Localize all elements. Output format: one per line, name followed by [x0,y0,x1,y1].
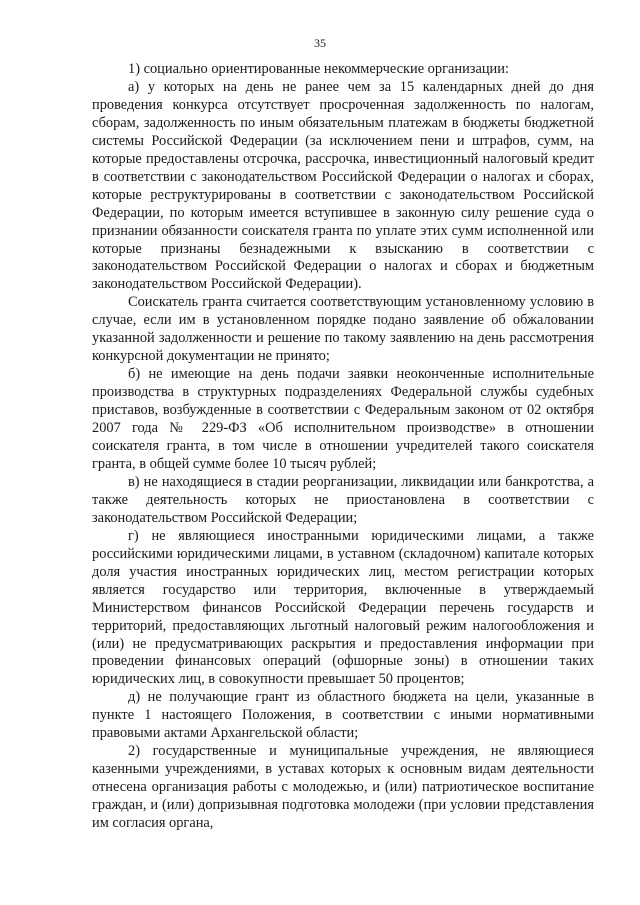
paragraph-d-regional-grant: д) не получающие грант из областного бюджета на цели, указанные в пункте 1 настоящего Положения, в соответствии с иными нормативными правовыми актами Архангельской области; [92,689,594,742]
paragraph-1-intro: 1) социально ориентированные некоммерческие организации: [128,61,509,77]
page-number: 35 [314,36,326,50]
paragraph-v-reorganization: в) не находящиеся в стадии реорганизации, ликвидации или банкротства, а также деятельность которых не приостановлена в соответствии с законодательством Российской Федерации; [92,473,594,526]
document-body [92,61,594,833]
paragraph-a-tax-debt: а) у которых на день не ранее чем за 15 календарных дней до дня проведения конкурса отсутствует просроченная задолженность по налогам, сборам, задолженность по иным обязательным платежам в бюджеты бюджетной системы Российской Федерации (за исключением пени и штрафов, сумм, на которые предоставлены отсрочка, рассрочка, инвестиционный налоговый кредит в соответствии с законодательством Российской Федерации о налогах и сборах, которые реструктурированы в соответствии с законодательством Российской Федерации, по которым имеется вступившее в законную силу решение суда о признании обязанности соискателя гранта по уплате этих сумм исполненной или которые признаны безнадежными к взысканию в соответствии с законодательством Российской Федерации о налогах и сборах и бюджетным законодательством Российской Федерации). [92,78,594,293]
paragraph-applicant-condition: Соискатель гранта считается соответствующим установленному условию в случае, если им в установленном порядке подано заявление об обжаловании указанной задолженности и решение по такому заявлению на день рассмотрения конкурсной документации не принято; [92,294,594,365]
paragraph-g-foreign-entities: г) не являющиеся иностранными юридическими лицами, а также российскими юридическими лицами, в уставном (складочном) капитале которых доля участия иностранных юридических лиц, местом регистрации которых является государство или территория, включенные в утверждаемый Министерством финансов Российской Федерации перечень государств и территорий, предоставляющих льготный налоговый режим налогообложения и (или) не предусматривающих раскрытия и предоставления информации при проведении финансовых операций (офшорные зоны) в отношении таких юридических лиц, в совокупности превышает 50 процентов; [92,527,594,688]
paragraph-2-institutions: 2) государственные и муниципальные учреждения, не являющиеся казенными учреждениями, в уставах которых к основным видам деятельности отнесена организация работы с молодежью, и (или) патриотическое воспитание граждан, и (или) допризывная подготовка молодежи (при условии представления им согласия органа, [92,743,594,832]
paragraph-b-enforcement: б) не имеющие на день подачи заявки неоконченные исполнительные производства в структурных подразделениях Федеральной службы судебных приставов, возбужденные в соответствии с Федеральным законом от 02 октября 2007 года № 229-ФЗ «Об исполнительном производстве» в отношении соискателя гранта, в том числе в отношении учредителей такого соискателя гранта, в общей сумме более 10 тысяч рублей; [92,366,594,472]
